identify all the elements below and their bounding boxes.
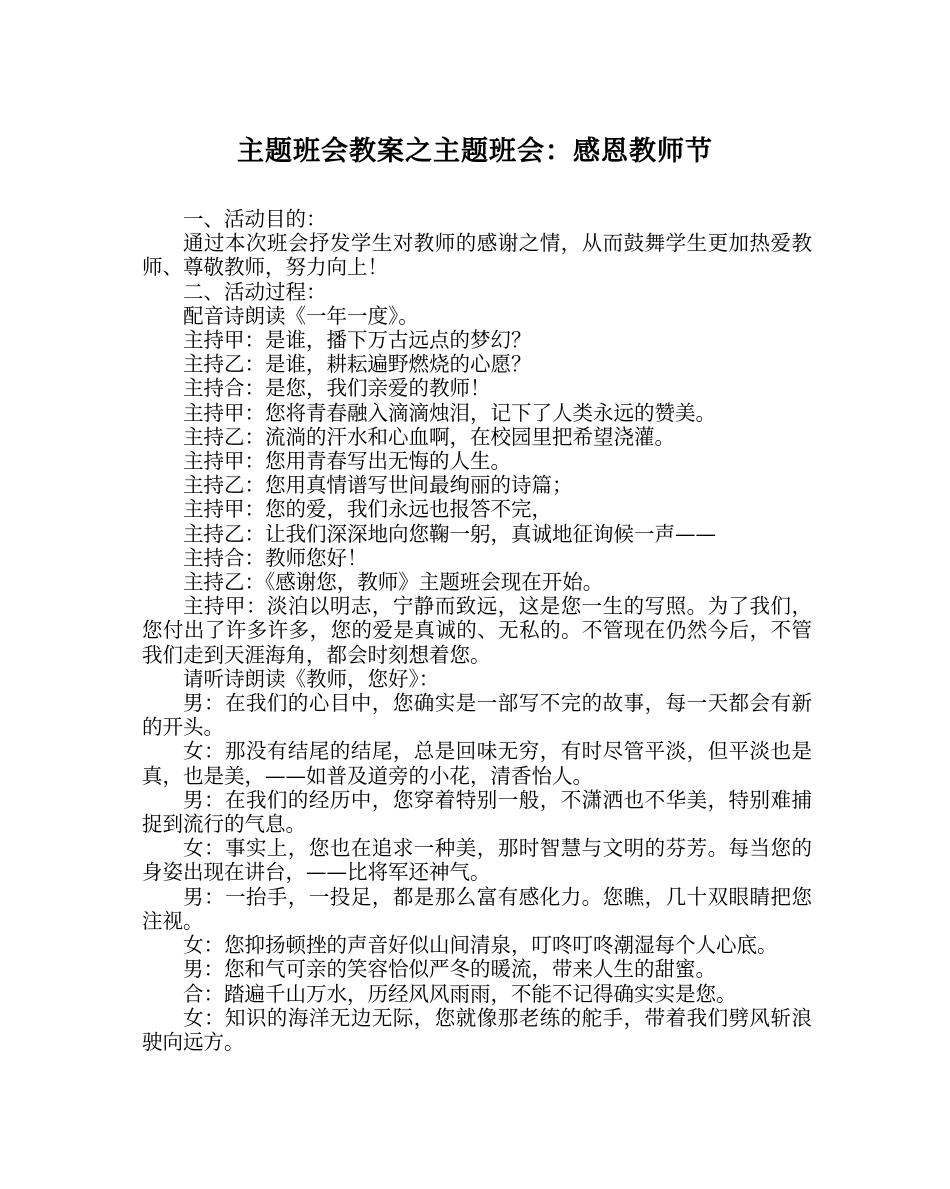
- paragraph: 二、活动过程：: [183, 279, 327, 304]
- paragraph: 女：知识的海洋无边无际，您就像那老练的舵手，带着我们劈风斩浪驶向远方。: [142, 1005, 812, 1054]
- document-body: [142, 207, 812, 1054]
- paragraph: 主持乙：流淌的汗水和心血啊，在校园里把希望浇灌。: [183, 424, 675, 449]
- paragraph: 男：您和气可亲的笑容恰似严冬的暖流，带来人生的甜蜜。: [183, 957, 716, 982]
- paragraph: 主持乙：《感谢您，教师》主题班会现在开始。: [183, 570, 604, 595]
- paragraph: 女：您抑扬顿挫的声音好似山间清泉，叮咚叮咚潮湿每个人心底。: [183, 933, 778, 958]
- paragraph: 主持甲：您用青春写出无悔的人生。: [183, 449, 511, 474]
- paragraph: 女：那没有结尾的结尾，总是回味无穷，有时尽管平淡，但平淡也是真，也是美，——如普及道旁的小花，清香怡人。: [142, 739, 812, 788]
- paragraph: 主持甲：是谁，播下万古远点的梦幻？: [183, 328, 532, 353]
- paragraph: 主持合：是您，我们亲爱的教师！: [183, 376, 491, 401]
- paragraph: 女：事实上，您也在追求一种美，那时智慧与文明的芬芳。每当您的身姿出现在讲台，——比将军还神气。: [142, 836, 812, 885]
- paragraph: 一、活动目的：: [183, 207, 327, 231]
- paragraph: 主持合：教师您好！: [183, 545, 368, 570]
- paragraph: 主持乙：是谁，耕耘遍野燃烧的心愿？: [183, 352, 532, 377]
- paragraph: 男：在我们的经历中，您穿着特别一般，不潇洒也不华美，特别难捕捉到流行的气息。: [142, 787, 812, 837]
- paragraph: 通过本次班会抒发学生对教师的感谢之情，从而鼓舞学生更加热爱教师、尊敬教师，努力向上！: [142, 231, 812, 280]
- paragraph: 主持甲：您将青春融入滴滴烛泪，记下了人类永远的赞美。: [183, 400, 716, 425]
- paragraph: 男：在我们的心目中，您确实是一部写不完的故事，每一天都会有新的开头。: [142, 691, 812, 740]
- paragraph: 主持甲：您的爱，我们永远也报答不完，: [183, 497, 552, 522]
- paragraph: 合：踏遍千山万水，历经风风雨雨，不能不记得确实实是您。: [183, 981, 737, 1006]
- paragraph: 主持乙：让我们深深地向您鞠一躬，真诚地征询候一声——: [183, 521, 716, 546]
- paragraph: 主持甲：淡泊以明志，宁静而致远，这是您一生的写照。为了我们，您付出了许多许多，您的爱是真诚的、无私的。不管现在仍然今后，不管我们走到天涯海角，都会时刻想着您。: [142, 594, 812, 667]
- page-title: 主题班会教案之主题班会：感恩教师节: [237, 136, 713, 167]
- paragraph: 主持乙：您用真情谱写世间最绚丽的诗篇；: [183, 473, 573, 498]
- paragraph: 男：一抬手，一投足，都是那么富有感化力。您瞧，几十双眼睛把您注视。: [142, 884, 812, 933]
- paragraph: 配音诗朗读《一年一度》。: [183, 303, 419, 328]
- paragraph: 请听诗朗读《教师，您好》：: [183, 666, 440, 691]
